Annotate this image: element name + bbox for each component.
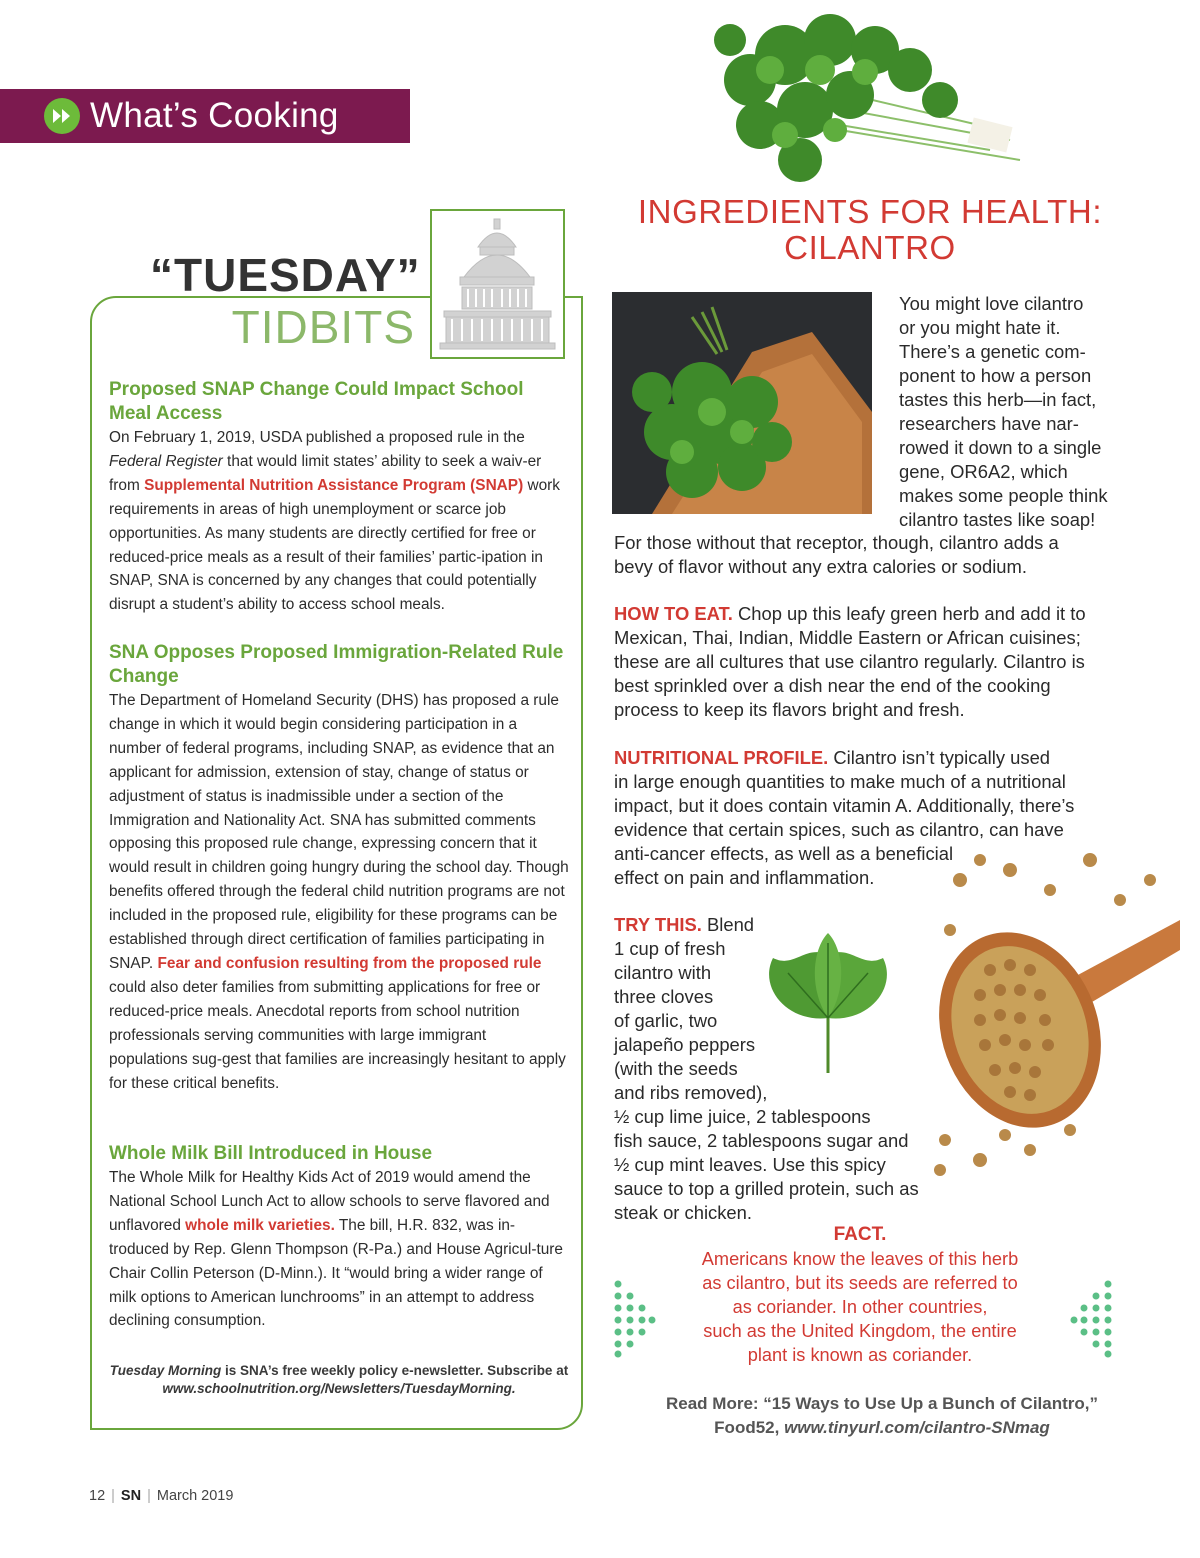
whole-milk-link[interactable]: whole milk varieties. [185,1216,335,1234]
tidbit-immigration [109,641,569,1095]
cilantro-leaf-image [748,928,908,1078]
tidbit-body: On February 1, 2019, USDA published a proposed rule in the Federal Register that would limit states’ ability to seek a waiv-er from Supplemental Nutrition Assistance Program (SNAP) work requirements in areas of high unemployment or scarce job opportunities. As many students are directly certified for free or reduced-price meals as a result of their families’ partic-ipation in SNAP, SNA is concerned by any changes that could potentially disrupt a student’s ability to access school meals. [109,429,560,614]
decorative-dots-right [1070,1278,1114,1358]
tidbit-snap [109,378,569,617]
read-more-link[interactable]: www.tinyurl.com/cilantro-SNmag [784,1418,1050,1437]
decorative-dots-left [612,1278,656,1358]
intro-continued: For those without that receptor, though, cilantro adds a bevy of flavor without any extra calories or sodium. [614,532,1059,577]
intro-wrapped-text: You might love cilantro or you might hate it. There’s a genetic com- ponent to how a person tastes this herb—in fact, researchers have nar- rowed it down to a single gene, OR6A2, which makes some people think cilantro tastes like soap! [899,293,1108,530]
section-header-bar [0,89,410,143]
try-this-label: TRY THIS. [614,914,702,935]
tidbit-body: The Whole Milk for Healthy Kids Act of 2019 would amend the National School Lunch Act to allow schools to serve flavored and unflavored whole milk varieties. The bill, H.R. 832, was in-troduced by Rep. Glenn Thompson (R-Pa.) and House Agricul-ture Chair Collin Peterson (D-Minn.). It “would bring a wider range of milk options to American lunchrooms” in an attempt to address declining consumption. [109,1169,563,1330]
tidbit-body: The Department of Homeland Security (DHS) has proposed a rule change in which it would begin considering participation in a number of federal programs, including SNAP, as evidence that an applicant for admission, extension of stay, change of status or adjustment of status is inadmissible under a section of the Immigration and Nationality Act. SNA has submitted comments opposing this proposed rule change, expressing concern that it would result in children going hungry during the school day. Though benefits offered through the federal child nutrition programs are not included in the proposed rule, eligibility for these programs can be established through direct certification of families participating in SNAP. Fear and confusion resulting from the proposed rule could also deter families from submitting applications for free or reduced-price meals. Anecdotal reports from school nutrition professionals serving communities with large immigrant populations sug-gest that families are increasingly hesitant to apply for these critical benefits. [109,692,569,1092]
try-this: TRY THIS. Blend 1 cup of fresh cilantro with three cloves of garlic, two jalapeño peppers (with the seeds and ribs removed), ½ cup lime juice, 2 tablespoons fish sauce, 2 tablespoons sugar and ½ cup mint leaves. Use this spicy sauce to top a grilled protein, such as steak or chicken. [614,914,919,1223]
issue-date: March 2019 [156,1488,234,1504]
tidbits-title: “TUESDAY” [150,249,421,301]
capitol-card [430,209,565,359]
section-title: What’s Cooking [90,96,339,135]
tidbit-heading: Whole Milk Bill Introduced in House [109,1143,433,1164]
tidbit-heading: Proposed SNAP Change Could Impact School Meal Access [109,379,524,424]
newsletter-note: Tuesday Morning is SNA’s free weekly policy e-newsletter. Subscribe at www.schoolnutrition.org/Newsletters/TuesdayMorning. [109,1363,569,1396]
tidbit-whole-milk [109,1142,569,1333]
capitol-building-icon [438,217,557,351]
fast-forward-icon [44,98,80,134]
page-footer: 12 | SN | March 2019 [89,1488,234,1504]
page-number: 12 [89,1488,106,1504]
cilantro-cutting-board-photo [612,292,872,514]
cilantro-bunch-image [690,10,1070,210]
nutritional-profile: NUTRITIONAL PROFILE. Cilantro isn’t typically used in large enough quantities to make much of a nutritional impact, but it does contain vitamin A. Additionally, there’s evidence that certain spices, such as cilantro, can have anti-cancer effects, as well as a beneficial effect on pain and inflammation. [614,747,1075,888]
fact-title: FACT. [833,1224,887,1245]
magazine-name: SN [120,1488,142,1504]
fear-confusion-link[interactable]: Fear and confusion resulting from the proposed rule [157,954,542,972]
snap-link[interactable]: Supplemental Nutrition Assistance Program (SNAP) [144,476,524,494]
tidbit-heading: SNA Opposes Proposed Immigration-Related Rule Change [109,642,564,687]
ingredients-title: INGREDIENTS FOR HEALTH: CILANTRO [637,193,1103,266]
coriander-seeds-spoon-image [920,840,1180,1180]
newsletter-link[interactable]: www.schoolnutrition.org/Newsletters/TuesdayMorning. [162,1381,516,1396]
fact-body: Americans know the leaves of this herb as cilantro, but its seeds are referred to as coriander. In other countries, such as the United Kingdom, the entire plant is known as coriander. [701,1249,1019,1365]
how-to-eat: HOW TO EAT. Chop up this leafy green herb and add it to Mexican, Thai, Indian, Middle Eastern or African cuisines; these are all cultures that use cilantro regularly. Cilantro is best sprinkled over a dish near the end of the cooking process to keep its flavors bright and fresh. [614,603,1086,720]
tidbits-subtitle: TIDBITS [231,301,415,353]
fact-callout [680,1223,1040,1367]
how-to-eat-label: HOW TO EAT. [614,603,733,624]
read-more: Read More: “15 Ways to Use Up a Bunch of Cilantro,” Food52, www.tinyurl.com/cilantro-SNmag [666,1394,1098,1437]
nutritional-label: NUTRITIONAL PROFILE. [614,747,829,768]
